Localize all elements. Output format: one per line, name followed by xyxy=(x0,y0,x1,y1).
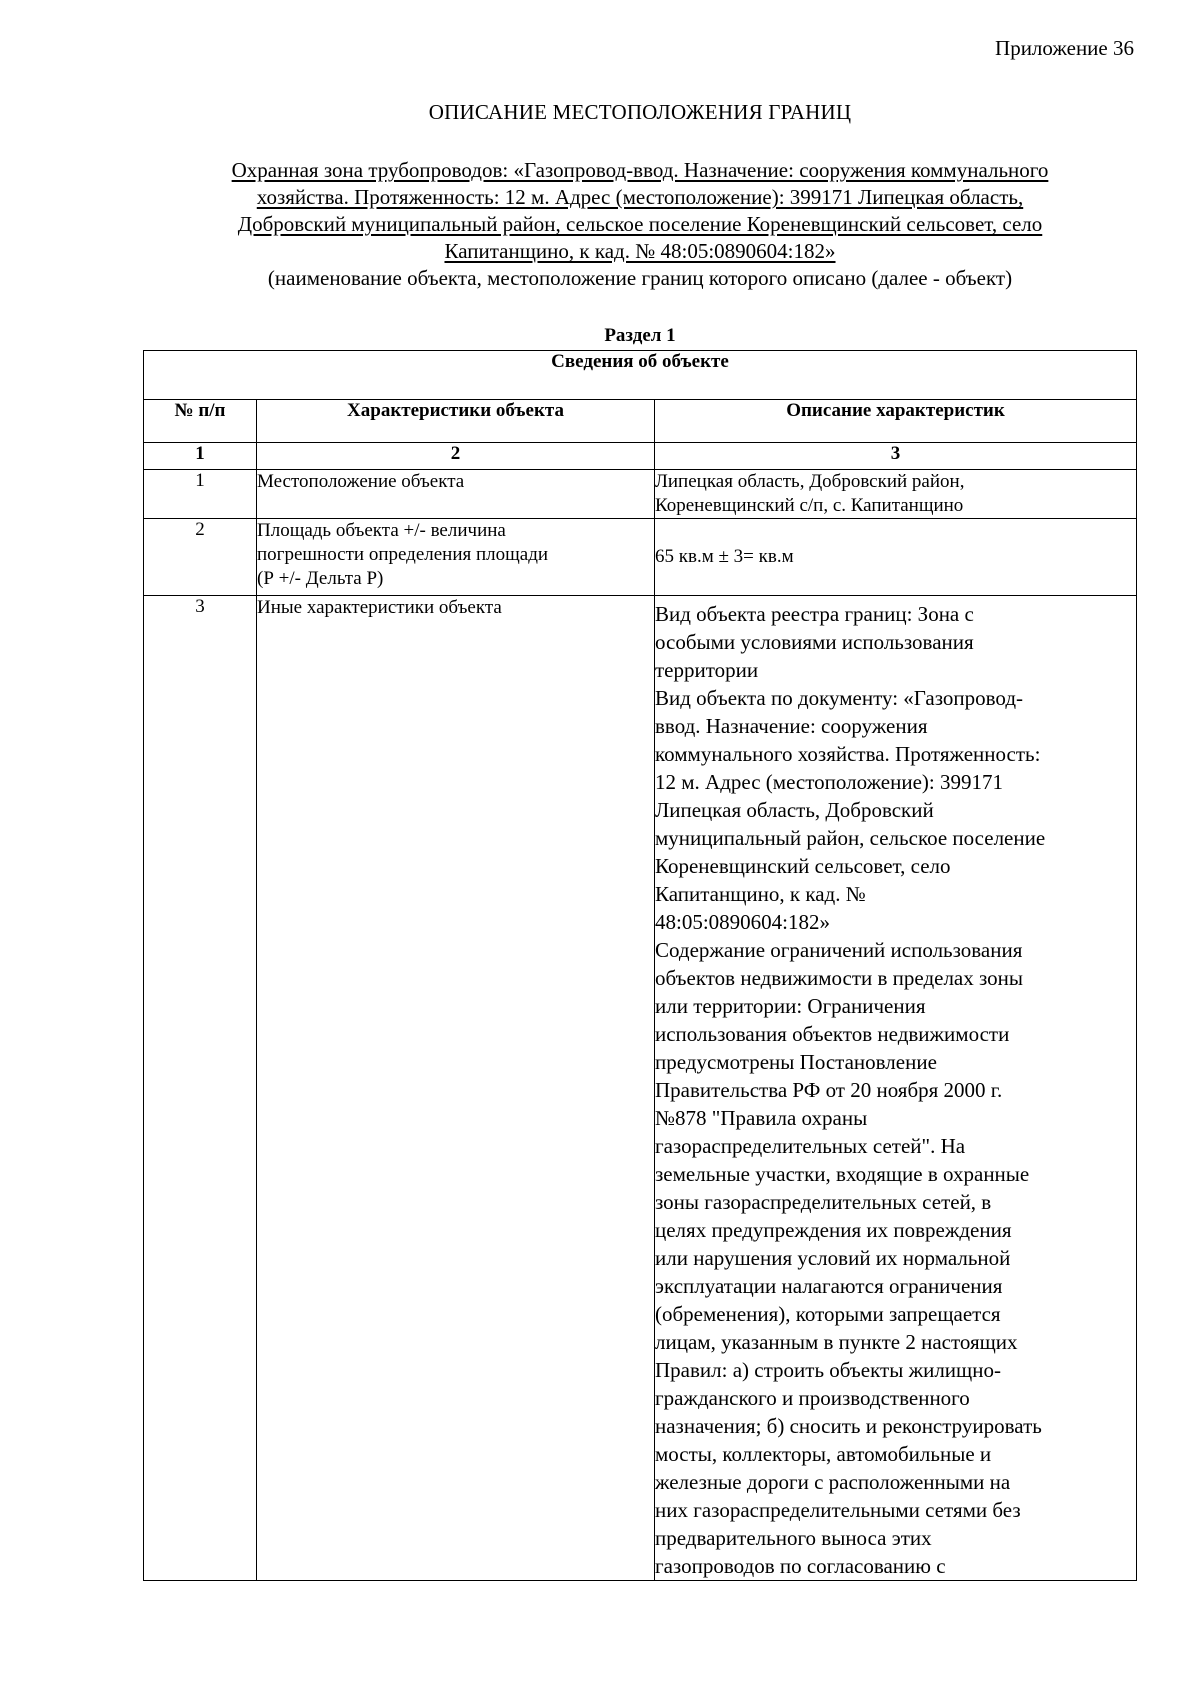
document-title: ОПИСАНИЕ МЕСТОПОЛОЖЕНИЯ ГРАНИЦ xyxy=(428,100,852,124)
object-info-table xyxy=(143,350,1137,1581)
description-line: назначения; б) сносить и реконструировать xyxy=(655,1414,1042,1438)
description-line: мосты, коллекторы, автомобильные и xyxy=(655,1442,992,1466)
description-line: целях предупреждения их повреждения xyxy=(655,1218,1012,1242)
description-line: №878 "Правила охраны xyxy=(655,1106,868,1130)
characteristic-line: погрешности определения площади xyxy=(257,544,549,565)
description-line: газораспределительных сетей". На xyxy=(655,1134,966,1158)
description-line: предварительного выноса этих xyxy=(655,1526,932,1550)
description-line: лицам, указанным в пункте 2 настоящих xyxy=(655,1330,1018,1354)
description-line: территории xyxy=(655,658,759,682)
description-line: 65 кв.м ± 3= кв.м xyxy=(655,546,794,567)
row-characteristic xyxy=(257,470,655,519)
row-description xyxy=(655,519,1137,596)
object-name xyxy=(130,157,1150,265)
column-header-description: Описание характеристик xyxy=(655,400,1137,443)
description-line: Правительства РФ от 20 ноября 2000 г. xyxy=(655,1078,1003,1102)
description-line: железные дороги с расположенными на xyxy=(655,1470,1011,1494)
characteristic-line: Иные характеристики объекта xyxy=(257,597,502,618)
characteristic-line: (Р +/- Дельта Р) xyxy=(257,568,384,589)
table-caption: Сведения об объекте xyxy=(144,351,1137,400)
description-line: Капитанщино, к кад. № xyxy=(655,882,866,906)
description-line: гражданского и производственного xyxy=(655,1386,970,1410)
row-number: 3 xyxy=(144,596,257,1581)
object-name-line: Охранная зона трубопроводов: «Газопровод-ввод. Назначение: сооружения коммунального xyxy=(231,158,1049,182)
description-line: 48:05:0890604:182» xyxy=(655,910,831,934)
column-number: 3 xyxy=(655,443,1137,470)
column-header-characteristic: Характеристики объекта xyxy=(257,400,655,443)
description-line: муниципальный район, сельское поселение xyxy=(655,826,1046,850)
section-title: Раздел 1 xyxy=(604,325,676,346)
description-line: Кореневщинский сельсовет, село xyxy=(655,854,951,878)
table-row xyxy=(144,470,1137,519)
row-number: 2 xyxy=(144,519,257,596)
description-line: газопроводов по согласованию с xyxy=(655,1554,946,1578)
description-line: Вид объекта реестра границ: Зона с xyxy=(655,602,974,626)
description-line: Кореневщинский с/п, с. Капитанщино xyxy=(655,495,964,516)
object-name-line: Добровский муниципальный район, сельское поселение Кореневщинский сельсовет, село xyxy=(237,212,1043,236)
description-line: них газораспределительными сетями без xyxy=(655,1498,1021,1522)
table-row xyxy=(144,519,1137,596)
row-number: 1 xyxy=(144,470,257,519)
description-line: Липецкая область, Добровский район, xyxy=(655,471,965,492)
column-header-number: № п/п xyxy=(144,400,257,443)
appendix-label: Приложение 36 xyxy=(995,36,1134,60)
object-name-line: хозяйства. Протяженность: 12 м. Адрес (местоположение): 399171 Липецкая область, xyxy=(256,185,1024,209)
description-line: особыми условиями использования xyxy=(655,630,974,654)
description-line: Вид объекта по документу: «Газопровод- xyxy=(655,686,1024,710)
column-number: 1 xyxy=(144,443,257,470)
row-description xyxy=(655,596,1137,1581)
characteristic-line: Местоположение объекта xyxy=(257,471,465,492)
description-line: земельные участки, входящие в охранные xyxy=(655,1162,1030,1186)
description-line: (обременения), которыми запрещается xyxy=(655,1302,1001,1326)
description-line: 12 м. Адрес (местоположение): 399171 xyxy=(655,770,1003,794)
description-line: Липецкая область, Добровский xyxy=(655,798,934,822)
description-line: зоны газораспределительных сетей, в xyxy=(655,1190,992,1214)
description-line: объектов недвижимости в пределах зоны xyxy=(655,966,1024,990)
column-number: 2 xyxy=(257,443,655,470)
description-line: коммунального хозяйства. Протяженность: xyxy=(655,742,1041,766)
object-name-line: Капитанщино, к кад. № 48:05:0890604:182» xyxy=(444,239,836,263)
row-description xyxy=(655,470,1137,519)
description-line: или территории: Ограничения xyxy=(655,994,926,1018)
description-line: использования объектов недвижимости xyxy=(655,1022,1010,1046)
object-name-block xyxy=(130,157,1150,292)
column-number-row xyxy=(144,443,1137,470)
description-line: эксплуатации налагаются ограничения xyxy=(655,1274,1003,1298)
row-characteristic xyxy=(257,596,655,1581)
description-line: или нарушения условий их нормальной xyxy=(655,1246,1011,1270)
object-name-caption: (наименование объекта, местоположение границ которого описано (далее - объект) xyxy=(267,266,1013,290)
description-line: предусмотрены Постановление xyxy=(655,1050,937,1074)
description-line: Содержание ограничений использования xyxy=(655,938,1023,962)
description-line: ввод. Назначение: сооружения xyxy=(655,714,928,738)
table-header-row xyxy=(144,400,1137,443)
row-characteristic xyxy=(257,519,655,596)
characteristic-line: Площадь объекта +/- величина xyxy=(257,520,506,541)
table-caption-row xyxy=(144,351,1137,400)
table-row xyxy=(144,596,1137,1581)
description-line: Правил: а) строить объекты жилищно- xyxy=(655,1358,1001,1382)
